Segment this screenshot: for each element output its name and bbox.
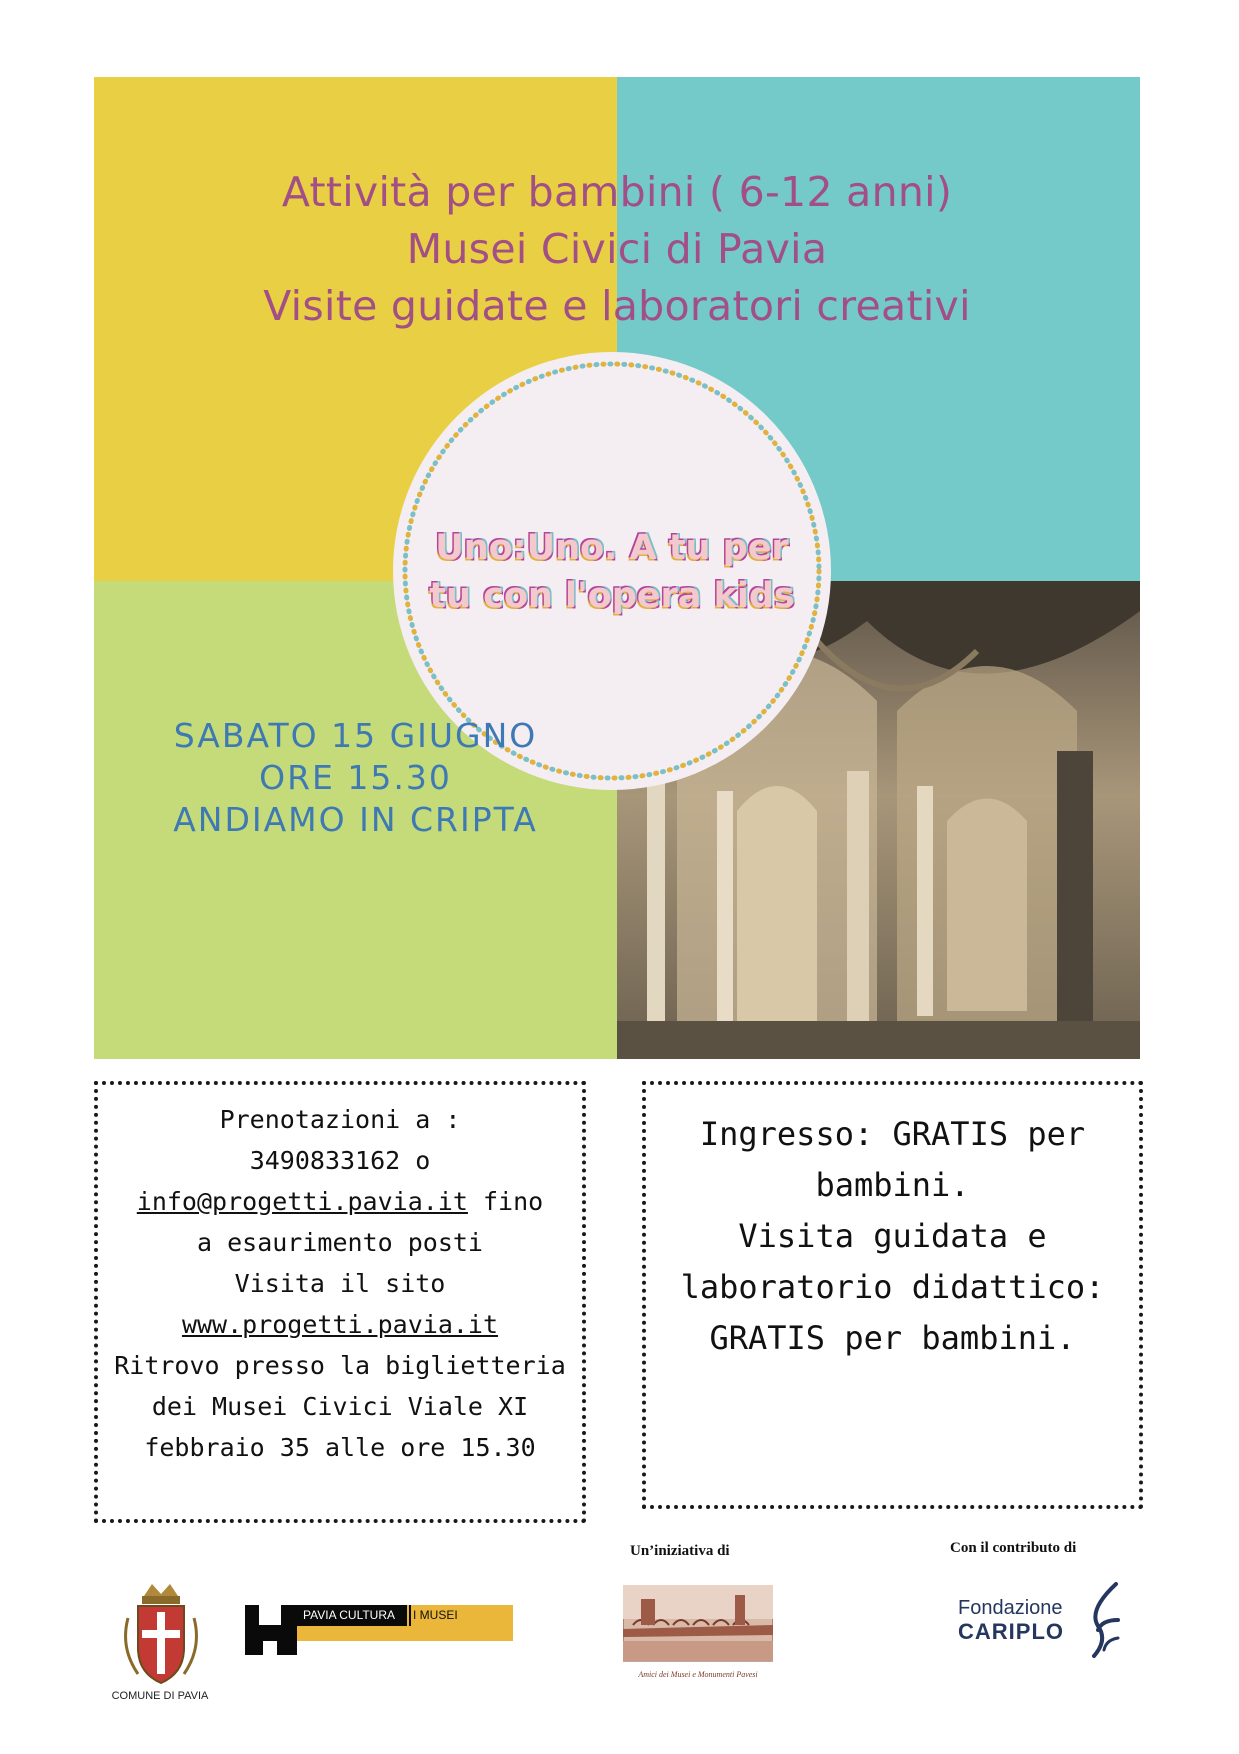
comune-di-pavia-crest <box>114 1578 209 1696</box>
booking-line: Prenotazioni a : <box>219 1105 461 1134</box>
circle-title-line-1: Uno:Uno. A tu per <box>435 528 789 568</box>
cariplo-label: CARIPLO <box>958 1619 1064 1644</box>
amici-label: Amici dei Musei e Monumenti Pavesi <box>638 1670 758 1679</box>
booking-line: Ritrovo presso la biglietteria <box>114 1351 566 1380</box>
amici-dei-musei-logo <box>623 1585 773 1685</box>
pricing-box <box>642 1081 1143 1509</box>
circle-title <box>393 524 831 620</box>
website-line <box>98 1304 582 1345</box>
event-date: SABATO 15 GIUGNO <box>173 716 538 755</box>
initiative-label: Un’iniziativa di <box>630 1543 730 1559</box>
pavia-cultura-label: PAVIA CULTURA <box>303 1608 396 1622</box>
booking-line: febbraio 35 alle ore 15.30 <box>144 1433 536 1462</box>
contribution-label: Con il contributo di <box>950 1540 1077 1556</box>
booking-line: 3490833162 o <box>249 1146 431 1175</box>
booking-line: dei Musei Civici Viale XI <box>151 1392 529 1421</box>
booking-line: fino <box>482 1187 544 1216</box>
cariplo-mark-icon <box>1078 1580 1128 1660</box>
pavia-cultura-mark-notch <box>259 1605 281 1625</box>
heading-line-3: Visite guidate e laboratori creativi <box>263 282 971 330</box>
fondazione-label: Fondazione <box>958 1597 1063 1619</box>
pricing-line: laboratorio didattico: <box>680 1268 1105 1306</box>
booking-line: a esaurimento posti <box>197 1228 483 1257</box>
pavia-cultura-mark-notch <box>263 1641 277 1655</box>
i-musei-label: I MUSEI <box>413 1608 458 1622</box>
booking-box <box>94 1081 586 1523</box>
heading-line-2: Musei Civici di Pavia <box>406 225 828 273</box>
email-link[interactable]: info@progetti.pavia.it <box>136 1187 468 1216</box>
pricing-line: Ingresso: GRATIS per <box>699 1115 1086 1153</box>
circle-title-line-2: tu con l'opera kids <box>429 576 795 616</box>
event-title: ANDIAMO IN CRIPTA <box>173 800 538 839</box>
pricing-line: bambini. <box>815 1166 970 1204</box>
event-time: ORE 15.30 <box>259 758 452 797</box>
website-link[interactable]: www.progetti.pavia.it <box>181 1310 499 1339</box>
booking-line: Visita il sito <box>234 1269 446 1298</box>
comune-label: COMUNE DI PAVIA <box>111 1690 209 1702</box>
pricing-line: Visita guidata e <box>738 1217 1047 1255</box>
pavia-cultura-divider <box>409 1605 411 1626</box>
heading-line-1: Attività per bambini ( 6-12 anni) <box>281 168 953 216</box>
pricing-line: GRATIS per bambini. <box>709 1319 1076 1357</box>
pavia-cultura-logo <box>245 1605 513 1655</box>
poster-panel <box>94 77 1140 1059</box>
booking-email-line <box>98 1181 582 1222</box>
